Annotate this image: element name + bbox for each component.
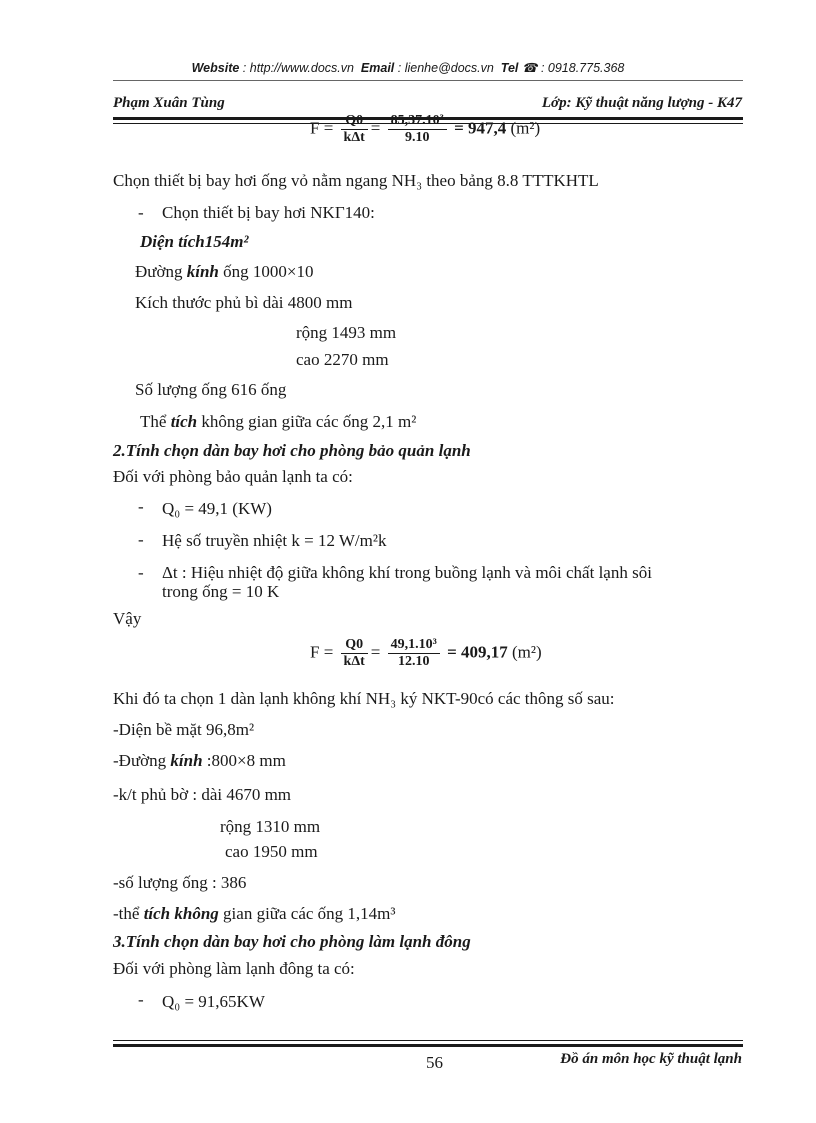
formula2-lhs: F = [310,642,334,662]
website-header [0,60,816,75]
formula2-num2: 49,1.10³ [388,637,440,654]
diameter-label: Đường [135,262,183,281]
section-heading-3: 3.Tính chọn dàn bay hơi cho phòng làm lạnh đông [113,932,471,951]
line-volume-2 [113,904,396,924]
formula-area-2: F = $\frac{Q0}{\text{kΔt}}$ = $\frac{\text{49,1.10³}}{12.10}$ = 409,17 (m²) [310,637,542,669]
bullet-q0: Q₀ = 49,1 (KW) [162,499,272,518]
formula2-frac2 [388,637,440,670]
page-number: 56 [426,1053,443,1072]
line-height: cao 2270 mm [296,350,389,369]
diameter-value: ống 1000×10 [223,262,314,281]
volume-value: không gian giữa các ống 2,1 m² [201,412,417,431]
formula1-frac [341,113,368,146]
footer-rule-thick [113,1044,743,1047]
diameter-kinh: kính [186,262,219,281]
author-name: Phạm Xuân Tùng [113,95,225,111]
line-surface: -Diện bề mặt 96,8m² [113,720,255,739]
formula1-den: kΔt [343,130,365,145]
line-width-2: rộng 1310 mm [220,817,321,836]
formula2-unit: (m²) [512,642,542,662]
email-address[interactable]: : lienhe@docs.vn [397,61,494,75]
line-select-nk: Chọn thiết bị bay hơi NKΓ140: [162,203,375,222]
bullet-icon: - [138,563,144,582]
line-tube-count-2: -số lượng ống : 386 [113,873,247,892]
formula2-den2: 12.10 [397,654,430,669]
bullet-icon: - [138,990,144,1009]
diameter2-value: :800×8 mm [206,751,286,770]
bullet-k: Hệ số truyền nhiệt k = 12 W/m²k [162,531,387,550]
volume-tich: tích [170,412,198,431]
bullet-icon: - [138,203,144,222]
line-dimensions-2: -k/t phủ bờ : dài 4670 mm [113,785,292,804]
volume2-tich: tích không [143,904,219,923]
website-label: Website [191,61,240,75]
formula1-den2: 9.10 [404,130,430,145]
bullet-q0-2: Q₀ = 91,65KW [162,992,265,1011]
formula1-unit: (m²) [510,118,541,138]
line-cold-storage: Đối với phòng bảo quản lạnh ta có: [113,467,353,486]
tel-label: Tel [500,61,519,75]
line-volume [140,412,416,432]
formula2-num: Q0 [341,637,368,654]
line-select-evaporator: Chọn thiết bị bay hơi ống vỏ nằm ngang NH₃ theo bảng 8.8 TTTKHTL [113,171,599,190]
volume2-value: gian giữa các ống 1,14m³ [223,904,396,923]
bullet-dt-2: trong ống = 10 K [162,582,280,601]
formula1-lhs: F = [310,118,334,138]
bullet-icon: - [138,530,144,549]
formula1-num2: 85,37.10³ [388,113,447,130]
formula1-frac2 [388,113,447,146]
diameter2-kinh: kính [170,751,203,770]
website-url[interactable]: : http://www.docs.vn [242,61,354,75]
line-area: Diện tích154m² [140,232,249,251]
line-select-nkt: Khi đó ta chọn 1 dàn lạnh không khí NH₃ ký NKT-90có các thông số sau: [113,689,615,708]
formula2-frac [341,637,368,670]
email-label: Email [360,61,395,75]
header-divider [113,80,743,81]
bullet-dt-1: Δt : Hiệu nhiệt độ giữa không khí trong buồng lạnh và môi chất lạnh sôi [162,563,652,582]
line-tube-count: Số lượng ống 616 ống [135,380,287,399]
diameter2-label: -Đường [113,751,167,770]
line-height-2: cao 1950 mm [225,842,318,861]
formula2-result: = 409,17 [447,642,508,662]
formula-area-1: F = $\frac{Q0}{\text{kΔt}}$ = $\frac{\text{85,37.10³}}{9.10}$ = 947,4 (m²) [310,113,541,145]
line-diameter [135,262,313,282]
class-name: Lớp: Kỹ thuật năng lượng - K47 [541,95,742,111]
formula1-result: = 947,4 [454,118,507,138]
line-diameter-2 [113,751,286,771]
line-dimensions: Kích thước phủ bì dài 4800 mm [135,293,353,312]
volume2-label: -thể [113,904,140,923]
volume-label: Thể [140,412,167,431]
phone-icon: ☎ [521,61,538,75]
footer-rule-thin [113,1040,743,1041]
formula2-den: kΔt [343,654,365,669]
line-freezing-room: Đối với phòng làm lạnh đông ta có: [113,959,355,978]
footer-title: Đồ án môn học kỹ thuật lạnh [560,1051,742,1067]
line-width: rộng 1493 mm [296,323,397,342]
vay-label: Vậy [113,609,142,628]
formula1-num: Q0 [341,113,368,130]
tel-number: : 0918.775.368 [540,61,625,75]
section-heading-2: 2.Tính chọn dàn bay hơi cho phòng bảo quản lạnh [113,441,471,460]
bullet-icon: - [138,497,144,516]
